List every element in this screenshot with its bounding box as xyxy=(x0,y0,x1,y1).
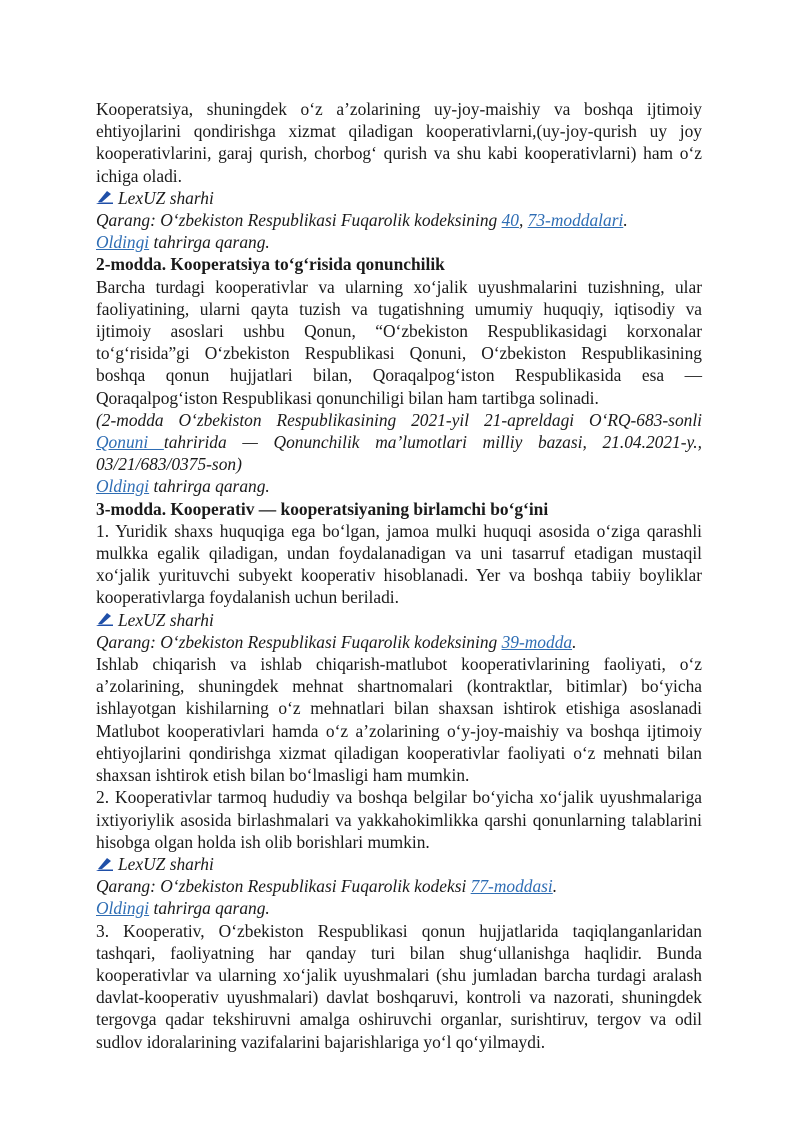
lexuz-label: LexUZ sharhi xyxy=(118,853,214,874)
previous-edition-note-3 xyxy=(96,897,702,919)
reference-1-sep: , xyxy=(518,210,528,231)
article-2-body: Barcha turdagi kooperativlar va ularning xo‘jalik uyushmalarini tuzishning, ular faoliyatining, ularni qayta tuzish va tugatishning umumiy huquqiy, iqtisodiy va ijtimoiy asoslari ushbu Qonun, “O‘zbekiston Respublikasidagi korxonalar to‘g‘risida”gi O‘zbekiston Respublikasi Qonuni, O‘zbekiston Respublikasining boshqa qonun hujjatlari bilan, Qoraqalpog‘iston Respublikasida esa — Qoraqalpog‘iston Respublikasi qonunchiligi bilan ham tartibga solinadi. xyxy=(96,276,702,408)
amendment-text: (2-modda O‘zbekiston Respublikasining 2021-yil 21-apreldagi O‘RQ-683-sonli xyxy=(96,409,702,430)
reference-1-suffix: . xyxy=(623,210,628,231)
link-article-39[interactable]: 39-modda xyxy=(501,631,573,652)
link-article-73[interactable]: 73-moddalari xyxy=(527,210,624,231)
reference-2-text: Qarang: O‘zbekiston Respublikasi Fuqarolik kodeksining xyxy=(96,631,502,652)
pen-icon xyxy=(96,858,113,871)
pen-icon xyxy=(96,613,113,626)
qonun-link[interactable]: Qonuni xyxy=(96,432,164,453)
link-article-40[interactable]: 40 xyxy=(501,210,519,231)
link-article-77[interactable]: 77-moddasi xyxy=(470,876,553,897)
reference-2 xyxy=(96,631,702,653)
article-2-title: 2-modda. Kooperatsiya to‘g‘risida qonunchilik xyxy=(96,254,445,275)
article-3-paragraph-3: 3. Kooperativ, O‘zbekiston Respublikasi qonun hujjatlarida taqiqlanganlaridan tashqari, faoliyatning har qanday turi bilan shug‘ullanishga haqlidir. Bunda kooperativlar va ularning xo‘jalik uyushmalari (shu jumladan barcha turdagi aralash davlat-kooperativ uyushmalari) davlat boshqaruvi, kontroli va nazorati, shuningdek tergovga qadar tekshiruvni amalga oshiruvchi organlar, surishtiruv, tergov va odil sudlov idoralarining vazifalarini bajarishlariga yo‘l qo‘yilmaydi. xyxy=(96,920,702,1052)
lexuz-note-3 xyxy=(96,853,702,875)
lexuz-label: LexUZ sharhi xyxy=(118,609,214,630)
oldingi-link-3[interactable]: Oldingi xyxy=(96,898,150,919)
previous-edition-text-3: tahrirga qarang. xyxy=(149,898,270,919)
lexuz-label: LexUZ sharhi xyxy=(118,187,214,208)
oldingi-link-2[interactable]: Oldingi xyxy=(96,476,150,497)
article-2-amendment xyxy=(96,409,702,476)
previous-edition-text-1: tahrirga qarang. xyxy=(149,232,270,253)
article-3-title: 3-modda. Kooperativ — kooperatsiyaning birlamchi bo‘g‘ini xyxy=(96,498,549,519)
oldingi-link-1[interactable]: Oldingi xyxy=(96,232,150,253)
article-3-paragraph-1: 1. Yuridik shaxs huquqiga ega bo‘lgan, jamoa mulki huquqi asosida o‘ziga qarashli mulkka egalik qiladigan, undan foydalanadigan va uni tasarruf etadigan mustaqil xo‘jalik yurituvchi subyekt kooperativ hisoblanadi. Yer va boshqa tabiiy boyliklar kooperativlarga foydalanish uchun beriladi. xyxy=(96,520,702,608)
reference-1 xyxy=(96,209,702,231)
pen-icon xyxy=(96,191,113,204)
document-page xyxy=(96,98,702,1053)
reference-3-text: Qarang: O‘zbekiston Respublikasi Fuqarolik kodeksi xyxy=(96,876,471,897)
lexuz-note-2 xyxy=(96,609,702,631)
reference-2-suffix: . xyxy=(572,631,577,652)
intro-paragraph: Kooperatsiya, shuningdek o‘z a’zolarining uy-joy-maishiy va boshqa ijtimoiy ehtiyojlarini qondirishga xizmat qiladigan kooperativlarni,(uy-joy-qurish uy joy kooperativlarini, garaj qurish, chorbog‘ qurish va shu kabi kooperativlarni) ham o‘z ichiga oladi. xyxy=(96,99,702,186)
article-3-production-paragraph: Ishlab chiqarish va ishlab chiqarish-matlubot kooperativlarining faoliyati, o‘z a’zolarining, shuningdek mehnat shartnomalari (kontraktlar, bitimlar) bo‘yicha ishlayotgan kishilarning o‘z mehnatlari bilan shaxsan ishtirok etishiga asoslanadi Matlubot kooperativlari hamda o‘z a’zolarining o‘y-joy-maishiy va boshqa ijtimoiy ehtiyojlarini qondirishga xizmat qiladigan kooperativlar faoliyati o‘z mehnati bilan shaxsan ishtirok etish bilan bo‘lmasligi ham mumkin. xyxy=(96,654,702,786)
previous-edition-text-2: tahrirga qarang. xyxy=(149,476,270,497)
lexuz-note-1 xyxy=(96,187,702,209)
previous-edition-note-1 xyxy=(96,231,702,253)
amendment-suffix: tahririda — Qonunchilik ma’lumotlari milliy bazasi, 21.04.2021-y., 03/21/683/0375-son) xyxy=(96,432,702,475)
reference-1-text: Qarang: O‘zbekiston Respublikasi Fuqarolik kodeksining xyxy=(96,210,502,231)
reference-3-suffix: . xyxy=(552,876,558,897)
article-3-paragraph-2: 2. Kooperativlar tarmoq hududiy va boshqa belgilar bo‘yicha xo‘jalik uyushmalariga ixtiyoriylik asosida birlashmalari va yakkahokimlikka qarshi qonunlarning talablarini hisobga olgan holda ish olib borishlari mumkin. xyxy=(96,787,702,852)
reference-3 xyxy=(96,875,702,897)
previous-edition-note-2 xyxy=(96,475,702,497)
